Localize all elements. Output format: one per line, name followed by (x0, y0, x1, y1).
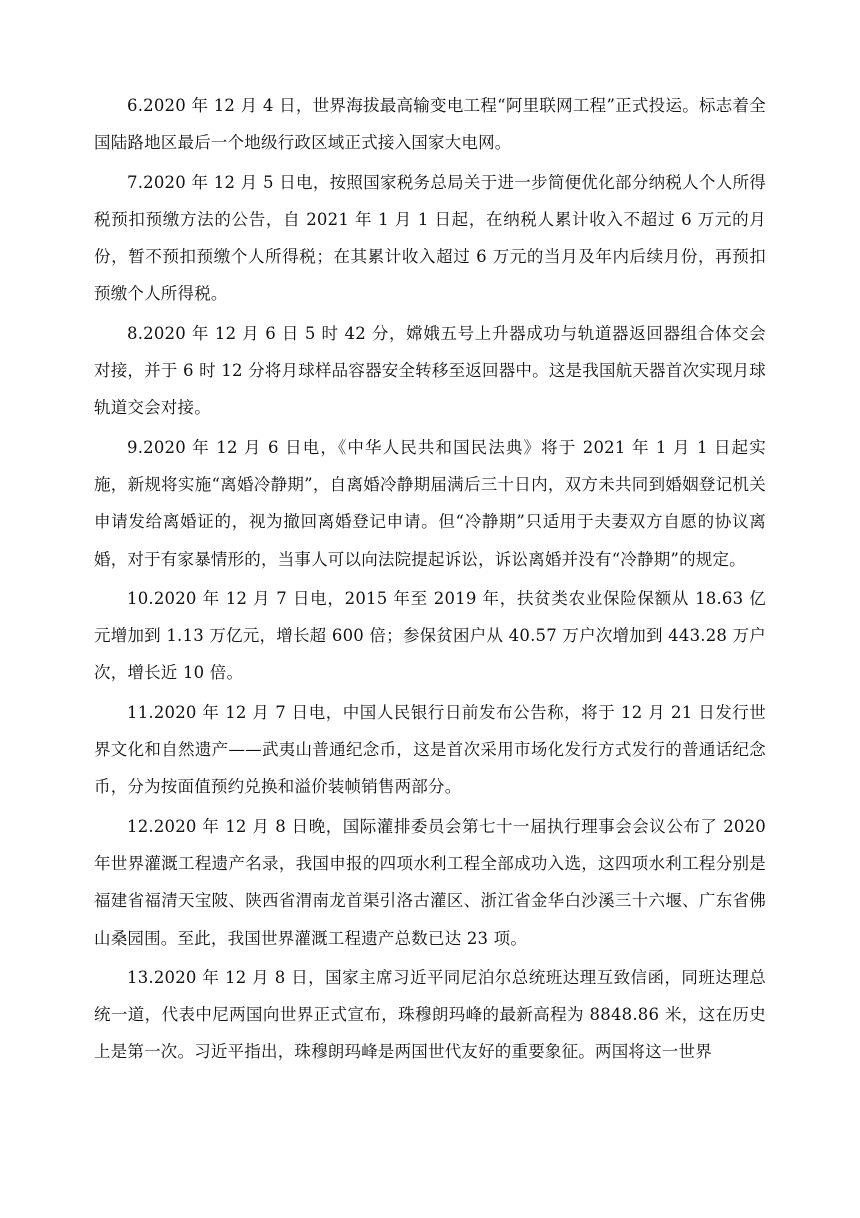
news-item-7: 7.2020 年 12 月 5 日电，按照国家税务总局关于进一步简便优化部分纳税人个人所得税预扣预缴方法的公告，自 2021 年 1 月 1 日起，在纳税人累计收入不超过 6 万元的月份，暂不预扣预缴个人所得税；在其累计收入超过 6 万元的当月及年内后续月份，再预扣预缴个人所得税。 (94, 172, 766, 304)
news-item-6: 6.2020 年 12 月 4 日，世界海拔最高输变电工程“阿里联网工程”正式投运。标志着全国陆路地区最后一个地级行政区域正式接入国家大电网。 (94, 96, 766, 153)
news-item-10: 10.2020 年 12 月 7 日电，2015 年至 2019 年，扶贫类农业保险保额从 18.63 亿元增加到 1.13 万亿元，增长超 600 倍；参保贫困户从 40.57 万户次增加到 443.28 万户次，增长近 10 倍。 (94, 588, 766, 683)
news-item-13: 13.2020 年 12 月 8 日，国家主席习近平同尼泊尔总统班达理互致信函，同班达理总统一道，代表中尼两国向世界正式宣布，珠穆朗玛峰的最新高程为 8848.86 米，这在历史上是第一次。习近平指出，珠穆朗玛峰是两国世代友好的重要象征。两国将这一世界 (94, 967, 766, 1062)
news-item-9: 9.2020 年 12 月 6 日电，《中华人民共和国民法典》将于 2021 年 1 月 1 日起实施，新规将实施“离婚冷静期”，自离婚冷静期届满后三十日内，双方未共同到婚姻登记机关申请发给离婚证的，视为撤回离婚登记申请。但“冷静期”只适用于夫妻双方自愿的协议离婚，对于有家暴情形的，当事人可以向法院提起诉讼，诉讼离婚并没有“冷静期”的规定。 (94, 437, 766, 569)
document-body (94, 87, 766, 1073)
news-item-12: 12.2020 年 12 月 8 日晚，国际灌排委员会第七十一届执行理事会会议公布了 2020 年世界灌溉工程遗产名录，我国申报的四项水利工程全部成功入选，这四项水利工程分别是福建省福清天宝陂、陕西省渭南龙首渠引洛古灌区、浙江省金华白沙溪三十六堰、广东省佛山桑园围。至此，我国世界灌溉工程遗产总数已达 23 项。 (94, 816, 766, 948)
news-item-11: 11.2020 年 12 月 7 日电，中国人民银行日前发布公告称，将于 12 月 21 日发行世界文化和自然遗产——武夷山普通纪念币，这是首次采用市场化发行方式发行的普通话纪念币，分为按面值预约兑换和溢价装帧销售两部分。 (94, 702, 766, 797)
news-item-8: 8.2020 年 12 月 6 日 5 时 42 分，嫦娥五号上升器成功与轨道器返回器组合体交会对接，并于 6 时 12 分将月球样品容器安全转移至返回器中。这是我国航天器首次实现月球轨道交会对接。 (94, 323, 766, 418)
